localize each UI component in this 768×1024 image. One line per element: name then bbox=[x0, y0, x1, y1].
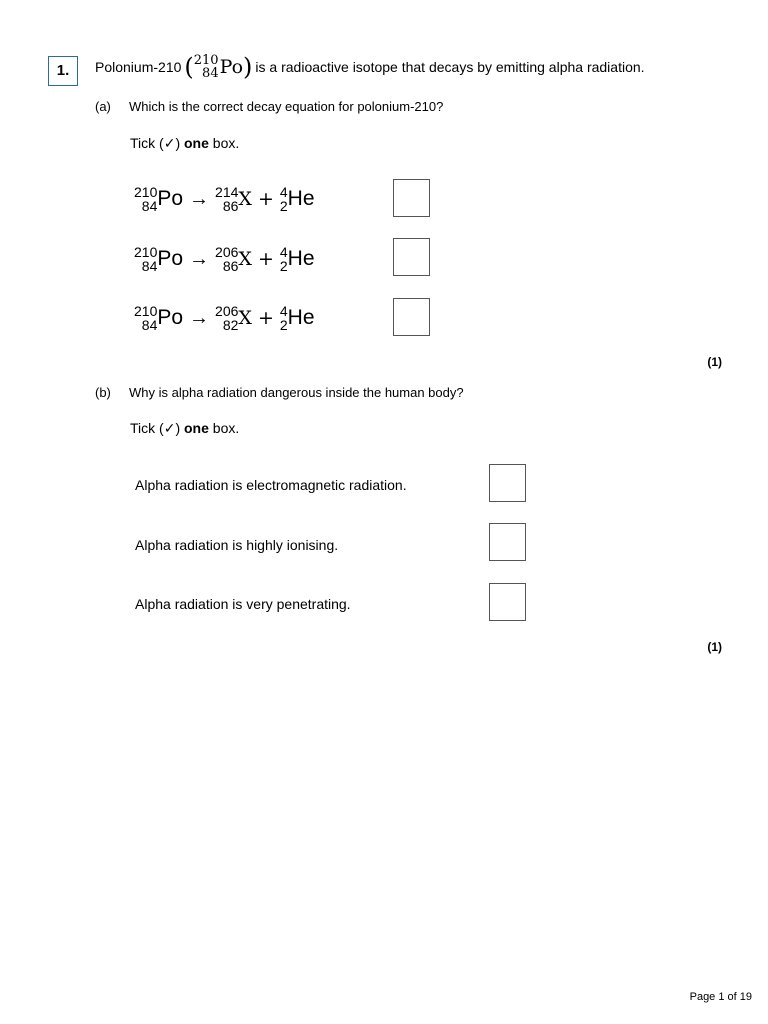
page-number: Page 1 of 19 bbox=[689, 991, 752, 1003]
decay-equation-option-3 bbox=[134, 298, 315, 338]
part-b-option-3: Alpha radiation is very penetrating. bbox=[135, 596, 351, 612]
decay-equation-option-1 bbox=[134, 179, 315, 219]
alpha-nuclide bbox=[280, 185, 315, 213]
plus-sign: + bbox=[257, 307, 274, 329]
parent-nuclide bbox=[134, 245, 183, 273]
daughter-symbol: X bbox=[238, 188, 252, 210]
alpha-mass-number: 4 bbox=[279, 184, 288, 200]
arrow-icon: → bbox=[189, 306, 210, 329]
parent-atomic-number: 84 bbox=[141, 198, 158, 214]
alpha-nuclide bbox=[280, 304, 315, 332]
stem-text-after: is a radioactive isotope that decays by emitting alpha radiation. bbox=[255, 59, 645, 75]
alpha-atomic-number: 2 bbox=[279, 198, 288, 214]
daughter-symbol: X bbox=[238, 248, 252, 270]
daughter-atomic-number: 86 bbox=[222, 258, 239, 274]
part-a-marks: (1) bbox=[707, 355, 722, 369]
daughter-nuclide bbox=[215, 304, 252, 332]
alpha-symbol: He bbox=[287, 306, 315, 329]
daughter-mass-number: 206 bbox=[215, 244, 239, 260]
part-b-instruction: Tick (✓) one box. bbox=[130, 420, 240, 436]
alpha-mass-number: 4 bbox=[279, 303, 288, 319]
tick-box-a-1[interactable] bbox=[393, 179, 430, 217]
stem-nuclide: ( 210 84 Po ) bbox=[184, 53, 253, 81]
tick-box-b-2[interactable] bbox=[489, 523, 526, 561]
part-b-option-2: Alpha radiation is highly ionising. bbox=[135, 537, 339, 553]
arrow-icon: → bbox=[189, 247, 210, 270]
stem-atomic-number: 84 bbox=[202, 66, 219, 81]
stem-symbol: Po bbox=[219, 56, 244, 78]
alpha-atomic-number: 2 bbox=[279, 258, 288, 274]
plus-sign: + bbox=[257, 248, 274, 270]
stem-text-before: Polonium-210 bbox=[95, 59, 182, 75]
plus-sign: + bbox=[257, 188, 274, 210]
parent-symbol: Po bbox=[157, 247, 184, 270]
daughter-atomic-number: 86 bbox=[222, 198, 239, 214]
part-b-marks: (1) bbox=[707, 640, 722, 654]
alpha-symbol: He bbox=[287, 247, 315, 270]
tick-box-a-2[interactable] bbox=[393, 238, 430, 276]
part-a-label: (a) bbox=[95, 99, 111, 114]
tick-icon: ✓ bbox=[163, 420, 176, 436]
parent-symbol: Po bbox=[157, 306, 184, 329]
part-a-question: Which is the correct decay equation for polonium-210? bbox=[129, 99, 444, 114]
daughter-mass-number: 206 bbox=[215, 303, 239, 319]
tick-box-b-1[interactable] bbox=[489, 464, 526, 502]
tick-box-a-3[interactable] bbox=[393, 298, 430, 336]
parent-nuclide bbox=[134, 185, 183, 213]
part-b-question: Why is alpha radiation dangerous inside the human body? bbox=[129, 385, 464, 400]
parent-nuclide bbox=[134, 304, 183, 332]
parent-mass-number: 210 bbox=[134, 303, 158, 319]
part-b-option-1: Alpha radiation is electromagnetic radiation. bbox=[135, 477, 407, 493]
stem-mass-number: 210 bbox=[193, 53, 219, 68]
part-a-instruction: Tick (✓) one box. bbox=[130, 135, 240, 151]
question-number: 1. bbox=[48, 56, 78, 86]
daughter-symbol: X bbox=[238, 307, 252, 329]
tick-icon: ✓ bbox=[163, 135, 176, 151]
alpha-nuclide bbox=[280, 245, 315, 273]
alpha-symbol: He bbox=[287, 187, 315, 210]
daughter-mass-number: 214 bbox=[215, 184, 239, 200]
daughter-nuclide bbox=[215, 185, 252, 213]
parent-mass-number: 210 bbox=[134, 244, 158, 260]
decay-equation-option-2 bbox=[134, 239, 315, 279]
daughter-nuclide bbox=[215, 245, 252, 273]
daughter-atomic-number: 82 bbox=[222, 317, 239, 333]
parent-symbol: Po bbox=[157, 187, 184, 210]
part-b-label: (b) bbox=[95, 385, 111, 400]
question-stem bbox=[95, 54, 645, 80]
tick-box-b-3[interactable] bbox=[489, 583, 526, 621]
parent-mass-number: 210 bbox=[134, 184, 158, 200]
alpha-mass-number: 4 bbox=[279, 244, 288, 260]
parent-atomic-number: 84 bbox=[141, 258, 158, 274]
parent-atomic-number: 84 bbox=[141, 317, 158, 333]
arrow-icon: → bbox=[189, 187, 210, 210]
alpha-atomic-number: 2 bbox=[279, 317, 288, 333]
